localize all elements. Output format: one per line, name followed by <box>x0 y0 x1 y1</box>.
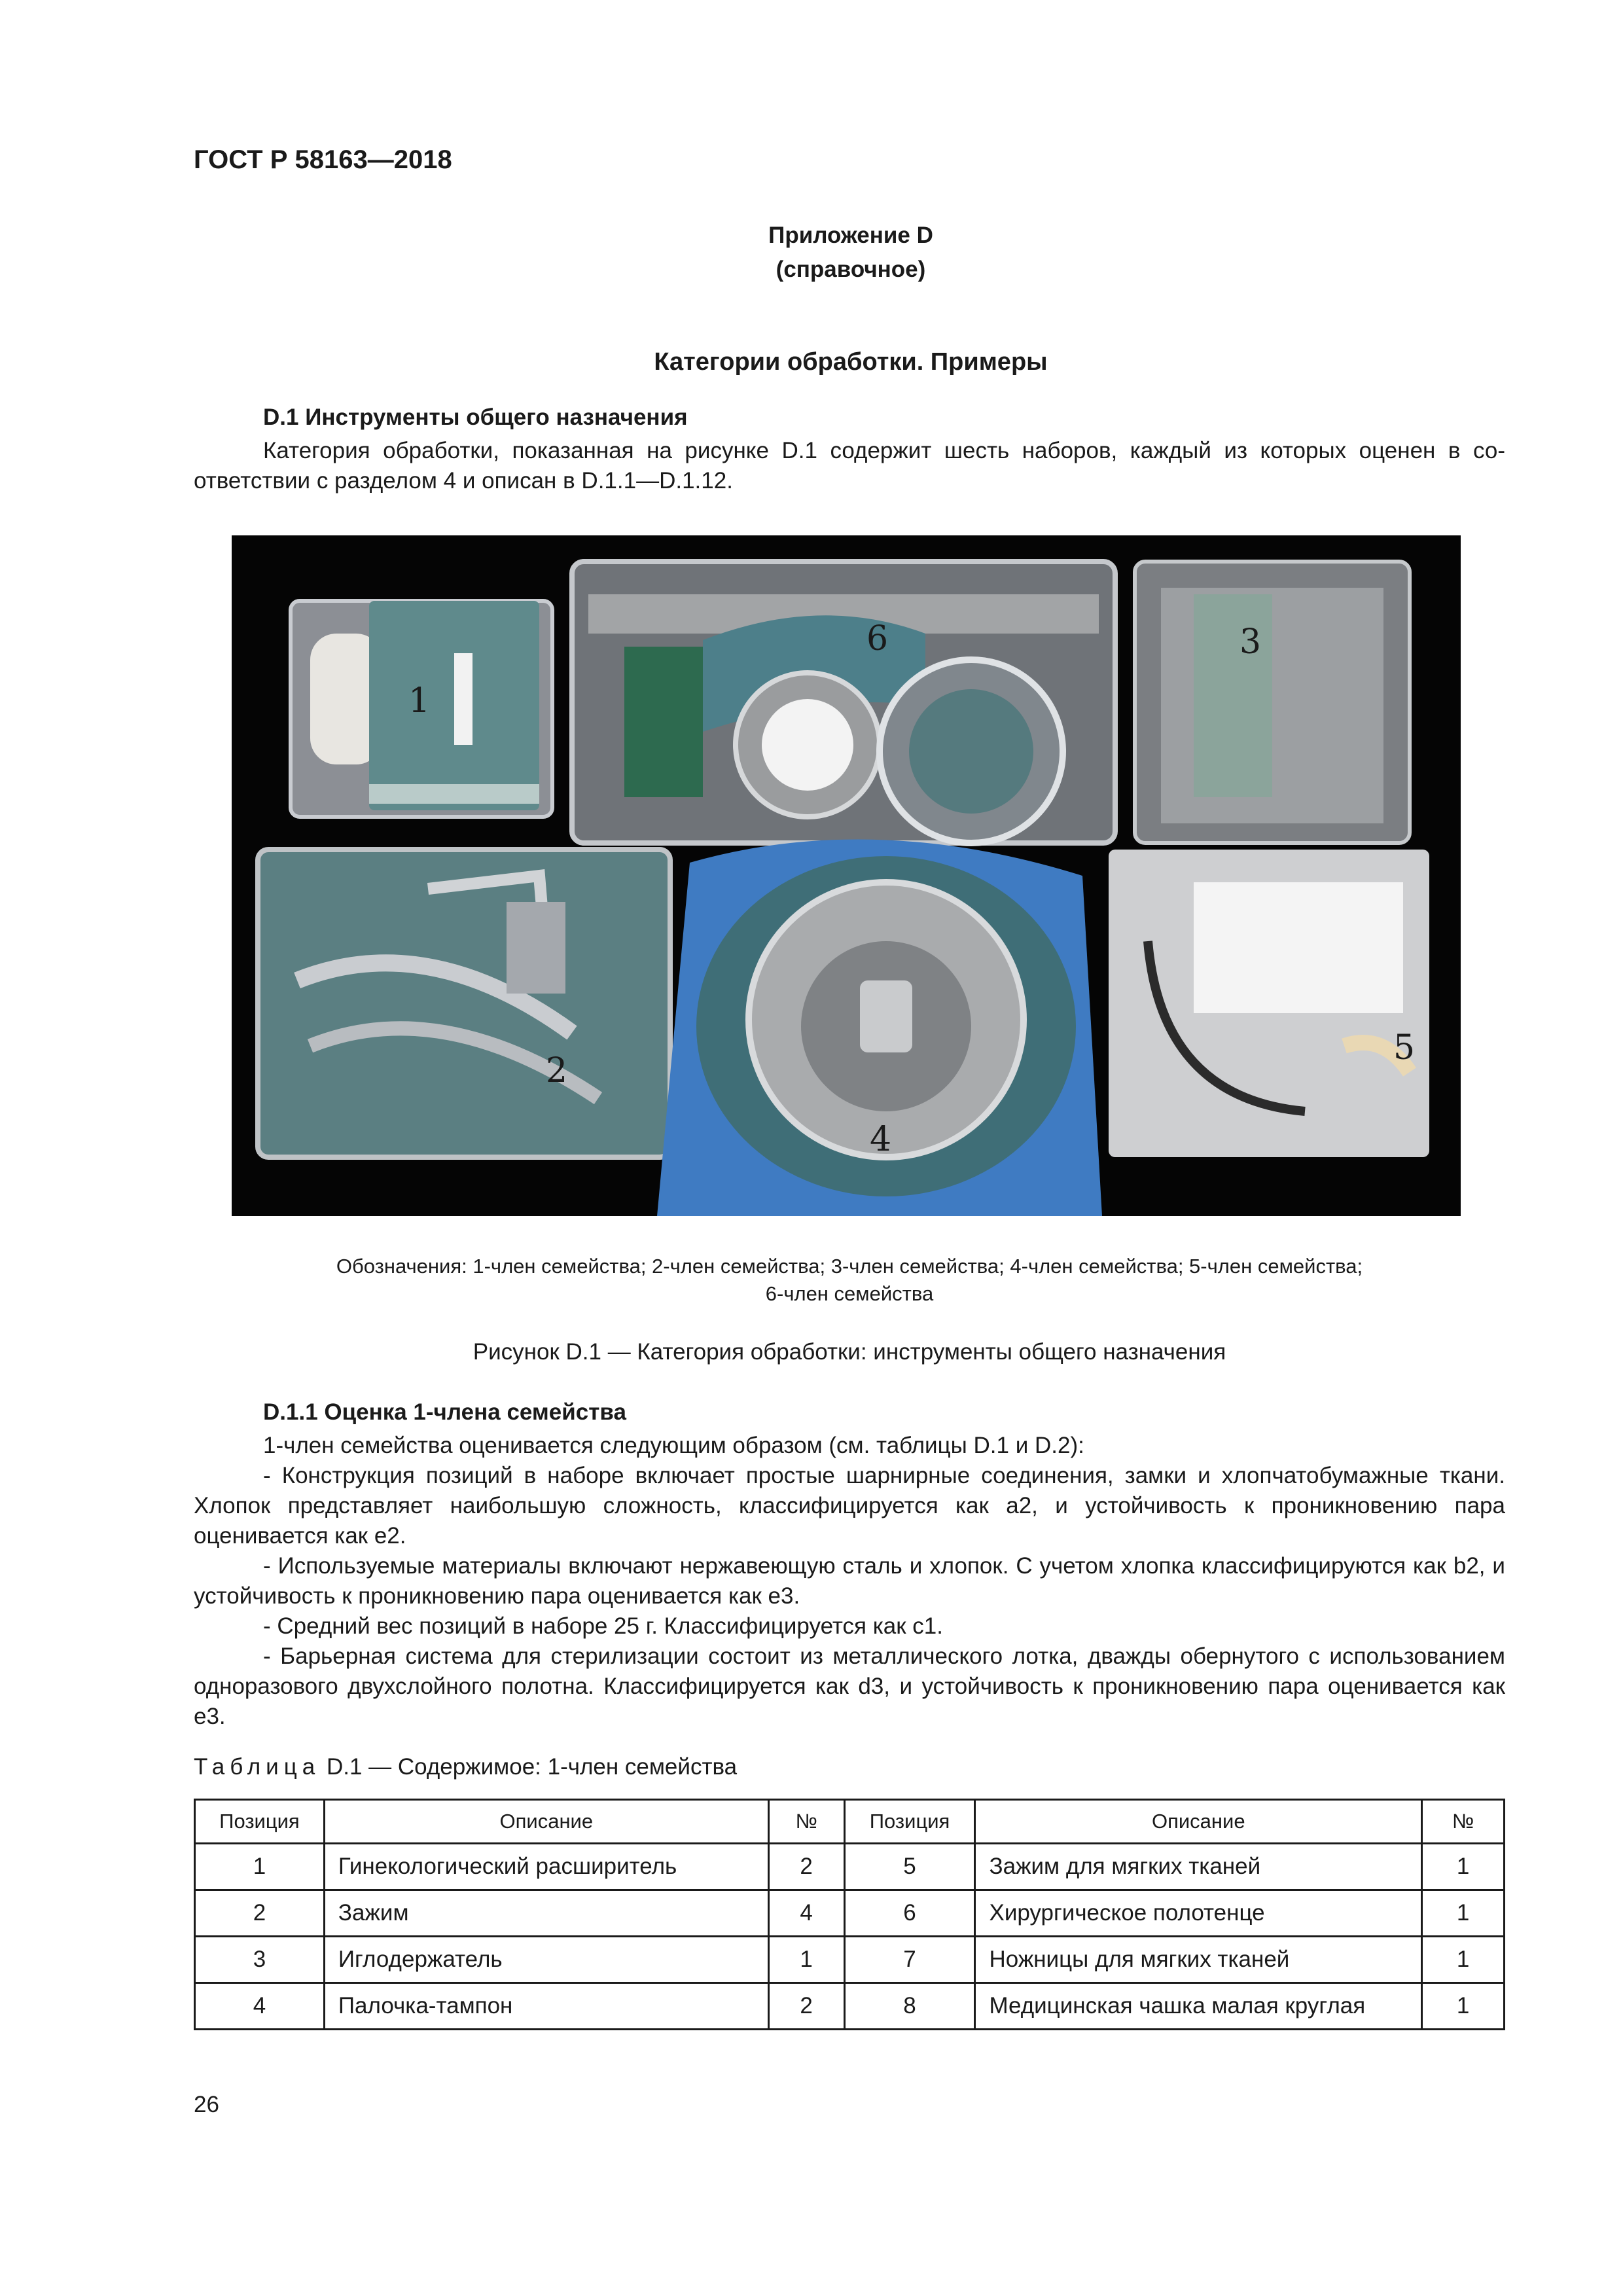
header-number: № <box>1422 1800 1505 1844</box>
figure-label-4: 4 <box>870 1120 892 1159</box>
annex-subtitle: (справочное) <box>776 257 926 282</box>
figure-d1-photo <box>232 535 1461 1216</box>
d11-line-1: 1-член семейства оценивается следующим образом (см. таблицы D.1 и D.2): <box>263 1433 1084 1458</box>
cell-number: 1 <box>1422 1983 1505 2030</box>
header-number: № <box>768 1800 844 1844</box>
cell-number: 2 <box>768 1983 844 2030</box>
header-description: Описание <box>975 1800 1422 1844</box>
figure-label-6: 6 <box>866 619 889 658</box>
d1-paragraph-text: Категория обработки, показанная на рисунке D.1 содержит шесть наборов, каждый из которых оценен в соответствии с разделом 4 и описан в D.1.1—D.1.12. <box>194 438 1505 493</box>
figure-legend <box>194 1253 1505 1308</box>
cell-description: Зажим для мягких тканей <box>975 1844 1422 1890</box>
cell-description: Гинекологический расширитель <box>324 1844 768 1890</box>
figure-label-2: 2 <box>546 1051 568 1090</box>
d11-body <box>194 1431 1505 1732</box>
table-row <box>195 1983 1505 2030</box>
table-caption-prefix: Таблица <box>194 1754 321 1780</box>
cell-description: Хирургическое полотенце <box>975 1890 1422 1937</box>
figure-legend-line-2: 6-член семейства <box>765 1282 934 1305</box>
cell-number: 1 <box>1422 1890 1505 1937</box>
figure-caption: Рисунок D.1 — Категория обработки: инструменты общего назначения <box>473 1339 1226 1365</box>
cell-description: Палочка-тампон <box>324 1983 768 2030</box>
table-row <box>195 1890 1505 1937</box>
table-caption-rest: D.1 — Содержимое: 1-член семейства <box>320 1754 738 1780</box>
cell-description: Зажим <box>324 1890 768 1937</box>
header-description: Описание <box>324 1800 768 1844</box>
cell-position: 2 <box>195 1890 325 1937</box>
figure-label-5: 5 <box>1393 1028 1416 1067</box>
table-header-row <box>195 1800 1505 1844</box>
annex-title: Приложение D <box>768 223 933 248</box>
contents-table <box>194 1799 1505 2030</box>
figure-label-1: 1 <box>408 681 431 721</box>
table-caption <box>194 1754 737 1780</box>
table-row <box>195 1844 1505 1890</box>
cell-number: 2 <box>768 1844 844 1890</box>
cell-position: 6 <box>844 1890 975 1937</box>
cell-description: Ножницы для мягких тканей <box>975 1937 1422 1983</box>
table-row <box>195 1937 1505 1983</box>
d11-line-3: - Используемые материалы включают нержавеющую сталь и хлопок. С учетом хлопка классифицируются как b2, и устойчивость к проникновению пара оценивается как e3. <box>194 1553 1505 1609</box>
cell-position: 7 <box>844 1937 975 1983</box>
cell-description: Медицинская чашка малая круглая <box>975 1983 1422 2030</box>
cell-position: 1 <box>195 1844 325 1890</box>
cell-position: 8 <box>844 1983 975 2030</box>
d1-paragraph <box>194 436 1505 496</box>
cell-position: 3 <box>195 1937 325 1983</box>
header-position: Позиция <box>195 1800 325 1844</box>
figure-legend-line-1: Обозначения: 1-член семейства; 2-член семейства; 3-член семейства; 4-член семейства; 5-член семейства; <box>336 1255 1363 1278</box>
cell-position: 5 <box>844 1844 975 1890</box>
cell-position: 4 <box>195 1983 325 2030</box>
cell-description: Иглодержатель <box>324 1937 768 1983</box>
d11-line-5: - Барьерная система для стерилизации состоит из металлического лотка, дважды обернутого с использованием одноразового двухслойного полотна. Классифицируется как d3, и устойчивость к проникновению пара оценивается как e3. <box>194 1643 1505 1729</box>
d11-line-2: - Конструкция позиций в наборе включает простые шарнирные соединения, замки и хлопчатобумажные ткани. Хлопок представляет наибольшую сложность, классифицируется как a2, и устойчивость к проникновению пара оценивается как e2. <box>194 1463 1505 1549</box>
figure-label-3: 3 <box>1240 622 1262 662</box>
d1-heading: D.1 Инструменты общего назначения <box>263 404 688 430</box>
page-number: 26 <box>194 2092 219 2117</box>
d11-line-4: - Средний вес позиций в наборе 25 г. Классифицируется как c1. <box>263 1613 943 1639</box>
cell-number: 1 <box>768 1937 844 1983</box>
d11-heading: D.1.1 Оценка 1-члена семейства <box>263 1399 626 1425</box>
standard-code: ГОСТ Р 58163—2018 <box>194 145 452 174</box>
section-title: Категории обработки. Примеры <box>654 348 1048 376</box>
cell-number: 1 <box>1422 1844 1505 1890</box>
header-position: Позиция <box>844 1800 975 1844</box>
instrument-trays-illustration <box>232 535 1461 1216</box>
cell-number: 4 <box>768 1890 844 1937</box>
cell-number: 1 <box>1422 1937 1505 1983</box>
